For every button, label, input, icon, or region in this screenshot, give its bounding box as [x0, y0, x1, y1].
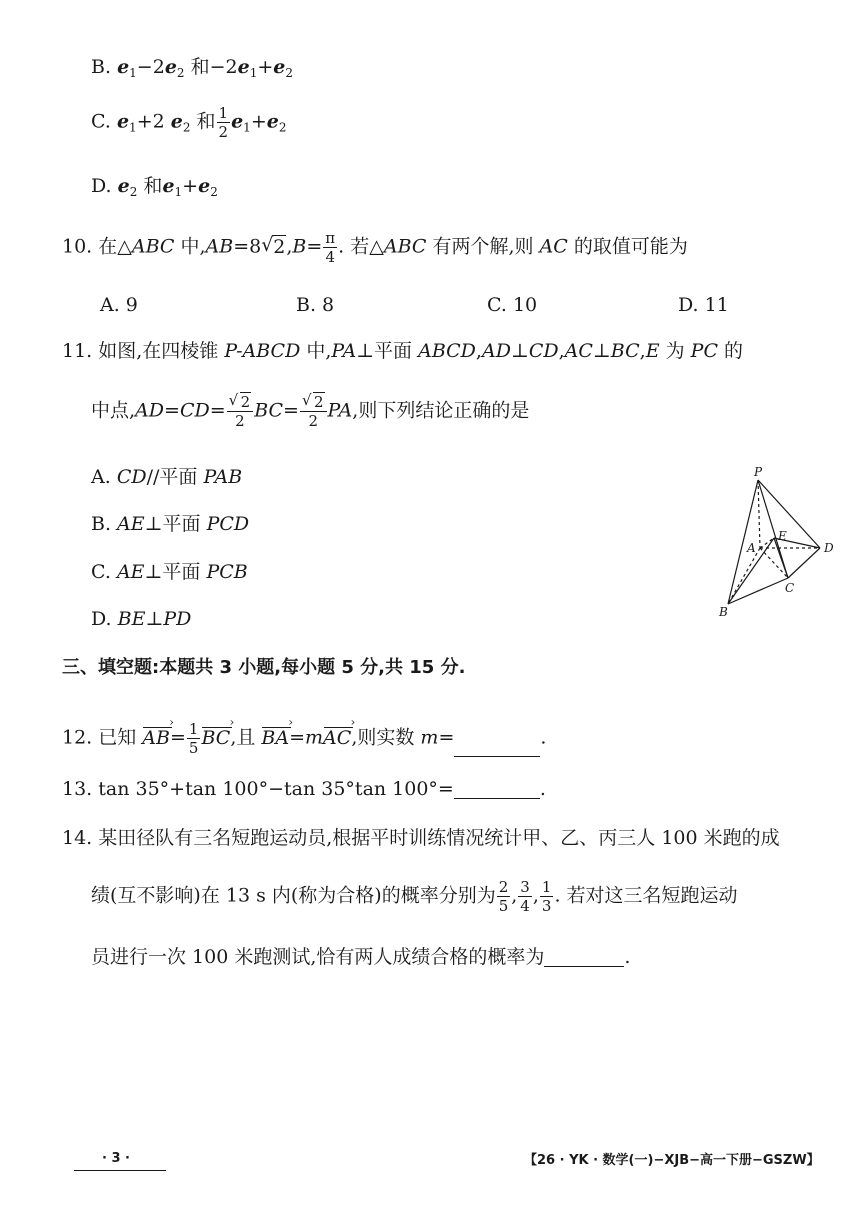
- fraction: $\frac{1}{5}$: [188, 720, 199, 757]
- q9-option-d: D. $e_2$ 和$e_1+e_2$: [91, 175, 218, 199]
- q11-option-b: B. AE⊥平面 PCD: [91, 513, 250, 535]
- vertex-label-p: P: [754, 465, 763, 479]
- q10-option-b: B. 8: [296, 294, 335, 316]
- answer-blank[interactable]: [544, 948, 624, 967]
- fraction: $\frac{1}{3}$: [541, 878, 552, 915]
- vertex-label-c: C: [785, 581, 795, 595]
- pyramid-figure: [700, 460, 850, 625]
- q14-line3: 员进行一次 100 米跑测试,恰有两人成绩合格的概率为 .: [91, 946, 631, 968]
- answer-blank[interactable]: [454, 780, 540, 799]
- answer-blank[interactable]: [454, 738, 540, 757]
- q9-option-b: B. $e_1-2e_2$ 和$-2e_1+e_2$: [91, 56, 293, 80]
- fraction: $\frac{\pi}{4}$: [325, 229, 336, 266]
- vertex-label-b: B: [719, 605, 728, 619]
- sqrt: √ 2: [261, 238, 286, 257]
- section-heading: 三、填空题:本题共 3 小题,每小题 5 分,共 15 分.: [62, 657, 466, 678]
- vertex-label-d: D: [824, 541, 834, 555]
- q11-option-d: D. BE⊥PD: [91, 608, 192, 630]
- fraction: $\frac{3}{4}$: [520, 878, 530, 915]
- q11-option-c: C. AE⊥平面 PCB: [91, 561, 248, 583]
- q11-stem-line1: 11. 如图,在四棱锥 P-ABCD 中,PA⊥平面 ABCD,AD⊥CD,AC⊥BC,E 为 PC 的: [62, 340, 744, 362]
- vector-ba: › BA: [261, 726, 289, 748]
- q14-line1: 14. 某田径队有三名短跑运动员,根据平时训练情况统计甲、乙、丙三人 100 米跑的成: [62, 827, 780, 849]
- fraction: $\frac{2}{5}$: [498, 878, 509, 915]
- q11-stem-line2: 中点,AD=CD= √ $\frac{2}{2}$ BC= √ $\frac{2}{2}$ PA,则下列结论正确的是: [91, 393, 529, 430]
- vector-ab: › AB: [142, 726, 170, 748]
- exam-code: 【26 · YK · 数学(一)−XJB−高一下册−GSZW】: [524, 1153, 820, 1168]
- q10-option-c: C. 10: [487, 294, 538, 316]
- q13-stem: 13. tan 35°+tan 100°−tan 35°tan 100°= .: [62, 778, 546, 800]
- q14-line2: 绩(互不影响)在 13 s 内(称为合格)的概率分别为 $\frac{2}{5}$ , $\frac{3}{4}$ , $\frac{1}{3}$ . 若对这三名短跑运动: [91, 878, 738, 915]
- q12-stem: 12. 已知 › AB= $\frac{1}{5}$ › BC,且 › BA=m› AC,则实数 m= .: [62, 720, 546, 757]
- q10-option-a: A. 9: [100, 294, 138, 316]
- fraction: √ $\frac{2}{2}$: [300, 393, 327, 430]
- vector-ac: › AC: [323, 726, 351, 748]
- q11-option-a: A. CD//平面 PAB: [91, 466, 243, 488]
- vertex-label-e: E: [778, 529, 787, 543]
- vertex-label-a: A: [747, 541, 756, 555]
- q9-option-c: C. $e_1+2$ $e_2$ 和 $\frac{1}{2}$ $e_1+e_2$: [91, 104, 287, 141]
- fraction: √ $\frac{2}{2}$: [227, 393, 254, 430]
- page-number: · 3 ·: [102, 1151, 130, 1166]
- vector-bc: › BC: [201, 726, 230, 748]
- q10-stem: 10. 在△ABC 中,AB=8√ 2,B= $\frac{\pi}{4}$ . 若△ABC 有两个解,则 AC 的取值可能为: [62, 229, 688, 266]
- q10-option-d: D. 11: [678, 294, 729, 316]
- page-number-underline: [74, 1170, 166, 1171]
- fraction: $\frac{1}{2}$: [218, 104, 229, 141]
